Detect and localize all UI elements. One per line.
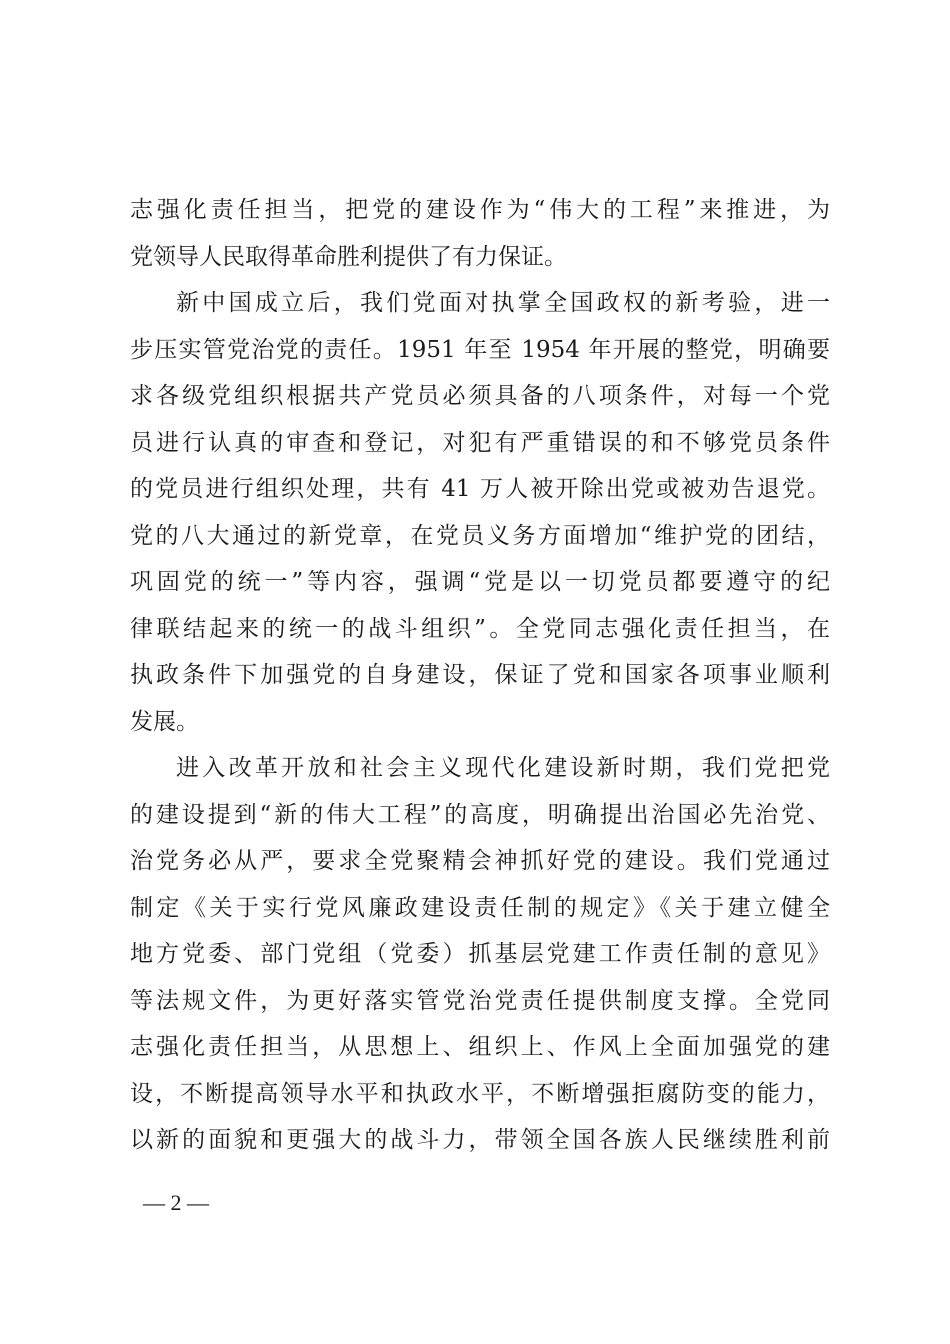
text-line: 新中国成立后，我们党面对执掌全国政权的新考验，进一 <box>176 290 830 316</box>
text-line: 志强化责任担当，从思想上、组织上、作风上全面加强党的建 <box>130 1034 830 1060</box>
text-line: 律联结起来的统一的战斗组织”。全党同志强化责任担当，在 <box>130 615 830 642</box>
text-line: 巩固党的统一”等内容，强调“党是以一切党员都要遵守的纪 <box>130 569 830 595</box>
text-line: 等法规文件，为更好落实管党治党责任提供制度支撑。全党同 <box>130 987 830 1014</box>
text-line: 地方党委、部门党组（党委）抓基层党建工作责任制的意见》 <box>130 941 830 967</box>
text-line: 设，不断提高领导水平和执政水平，不断增强拒腐防变的能力， <box>130 1080 830 1107</box>
paragraph <box>130 187 830 280</box>
text-line: 治党务必从严，要求全党聚精会神抓好党的建设。我们党通过 <box>130 848 830 874</box>
text-line: 制定《关于实行党风廉政建设责任制的规定》《关于建立健全 <box>130 894 830 921</box>
paragraph <box>130 280 830 745</box>
text-line: 进入改革开放和社会主义现代化建设新时期，我们党把党 <box>176 755 830 781</box>
text-line: 发展。 <box>130 708 199 735</box>
text-line: 执政条件下加强党的自身建设，保证了党和国家各项事业顺利 <box>130 662 830 688</box>
text-line: 步压实管党治党的责任。1951 年至 1954 年开展的整党，明确要 <box>130 336 830 363</box>
text-line: 的建设提到“新的伟大工程”的高度，明确提出治国必先治党、 <box>130 801 830 828</box>
page-number: — 2 — <box>143 1190 209 1215</box>
text-line: 求各级党组织根据共产党员必须具备的八项条件，对每一个党 <box>130 383 830 409</box>
text-line: 志强化责任担当，把党的建设作为“伟大的工程”来推进，为 <box>130 197 830 223</box>
text-line: 的党员进行组织处理，共有 41 万人被开除出党或被劝告退党。 <box>130 476 830 502</box>
text-line: 党的八大通过的新党章，在党员义务方面增加“维护党的团结， <box>130 522 830 549</box>
paragraph <box>130 745 830 1164</box>
text-line: 以新的面貌和更强大的战斗力，带领全国各族人民继续胜利前 <box>130 1127 830 1153</box>
text-line: 员进行认真的审查和登记，对犯有严重错误的和不够党员条件 <box>130 429 830 456</box>
text-line: 党领导人民取得革命胜利提供了有力保证。 <box>130 243 567 270</box>
document-body <box>130 187 830 1164</box>
